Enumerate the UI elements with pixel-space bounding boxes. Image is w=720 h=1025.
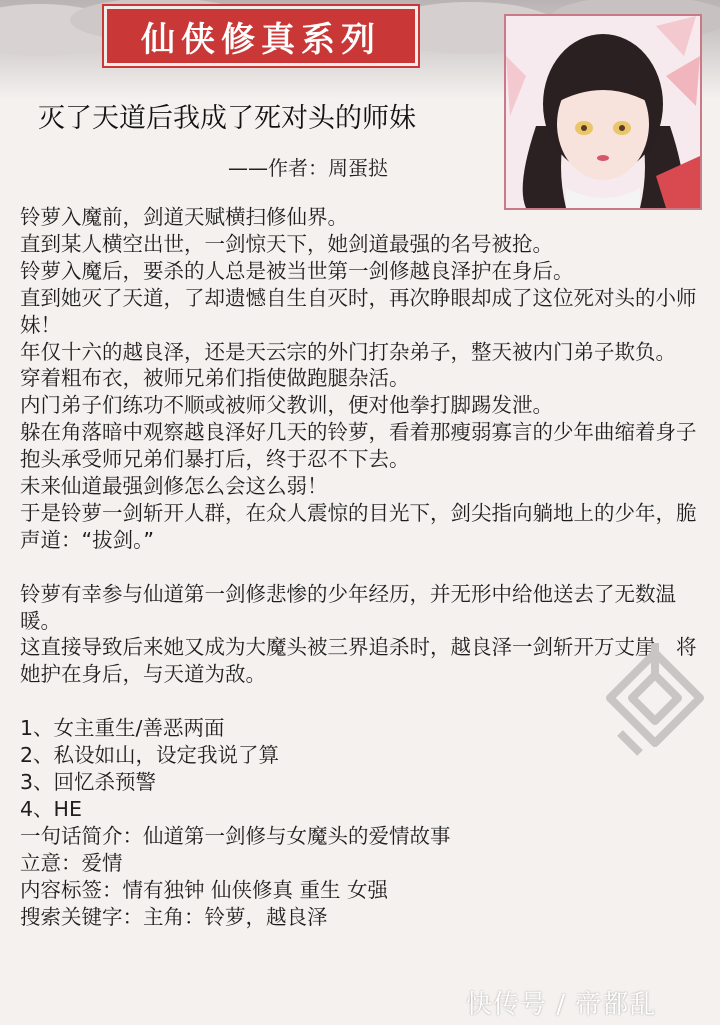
note-item: 1、女主重生/善恶两面 xyxy=(20,716,225,741)
theme-line: 立意：爱情 xyxy=(20,850,123,875)
source-watermark: 快传号 / 帝都乱 xyxy=(466,990,657,1020)
search-keywords: 搜索关键字：主角：铃萝，越良泽 xyxy=(20,904,328,929)
book-title: 灭了天道后我成了死对头的师妹 xyxy=(38,103,416,134)
synopsis-paragraph: 直到某人横空出世，一剑惊天下，她剑道最强的名号被抢。 xyxy=(20,231,553,256)
note-item: 2、私设如山，设定我说了算 xyxy=(20,743,280,768)
synopsis-body xyxy=(20,204,702,930)
note-item: 3、回忆杀预警 xyxy=(20,770,157,794)
synopsis-paragraph: 铃萝入魔后，要杀的人总是被当世第一剑修越良泽护在身后。 xyxy=(20,258,574,283)
synopsis-paragraph: 年仅十六的越良泽，还是天云宗的外门打杂弟子，整天被内门弟子欺负。 xyxy=(20,339,676,364)
series-banner xyxy=(104,6,418,66)
girl-portrait-illustration xyxy=(506,16,700,208)
synopsis-paragraph: 穿着粗布衣，被师兄弟们指使做跑腿杂活。 xyxy=(20,366,410,391)
synopsis-paragraph: 这直接导致后来她又成为大魔头被三界追杀时，越良泽一剑斩开万丈崖，将她护在身后，与天道为敌。 xyxy=(20,635,697,687)
synopsis-paragraph: 躲在角落暗中观察越良泽好几天的铃萝，看着那瘦弱寡言的少年曲缩着身子抱头承受师兄弟们暴打后，终于忍不下去。 xyxy=(20,420,697,472)
synopsis-paragraph: 铃萝入魔前，剑道天赋横扫修仙界。 xyxy=(20,205,348,229)
synopsis-paragraph: 于是铃萝一剑斩开人群，在众人震惊的目光下，剑尖指向躺地上的少年，脆声道：“拔剑。” xyxy=(20,500,697,552)
synopsis-paragraph: 铃萝有幸参与仙道第一剑修悲惨的少年经历，并无形中给他送去了无数温暖。 xyxy=(20,581,676,633)
note-item: 4、HE xyxy=(20,796,82,821)
author-line: ——作者：周蛋挞 xyxy=(228,156,388,180)
seal-stamp-watermark xyxy=(590,638,720,768)
synopsis-paragraph: 未来仙道最强剑修怎么会这么弱！ xyxy=(20,474,328,499)
synopsis-paragraph: 内门弟子们练功不顺或被师父教训，便对他拳打脚踢发泄。 xyxy=(20,393,553,418)
paragraph-gap xyxy=(20,554,702,581)
series-label: 仙侠修真系列 xyxy=(141,19,381,60)
character-portrait xyxy=(504,14,702,210)
content-tags: 内容标签：情有独钟 仙侠修真 重生 女强 xyxy=(20,877,389,902)
one-line-summary: 一句话简介：仙道第一剑修与女魔头的爱情故事 xyxy=(20,823,451,848)
synopsis-paragraph: 直到她灭了天道，了却遗憾自生自灭时，再次睁眼却成了这位死对头的小师妹！ xyxy=(20,285,697,337)
